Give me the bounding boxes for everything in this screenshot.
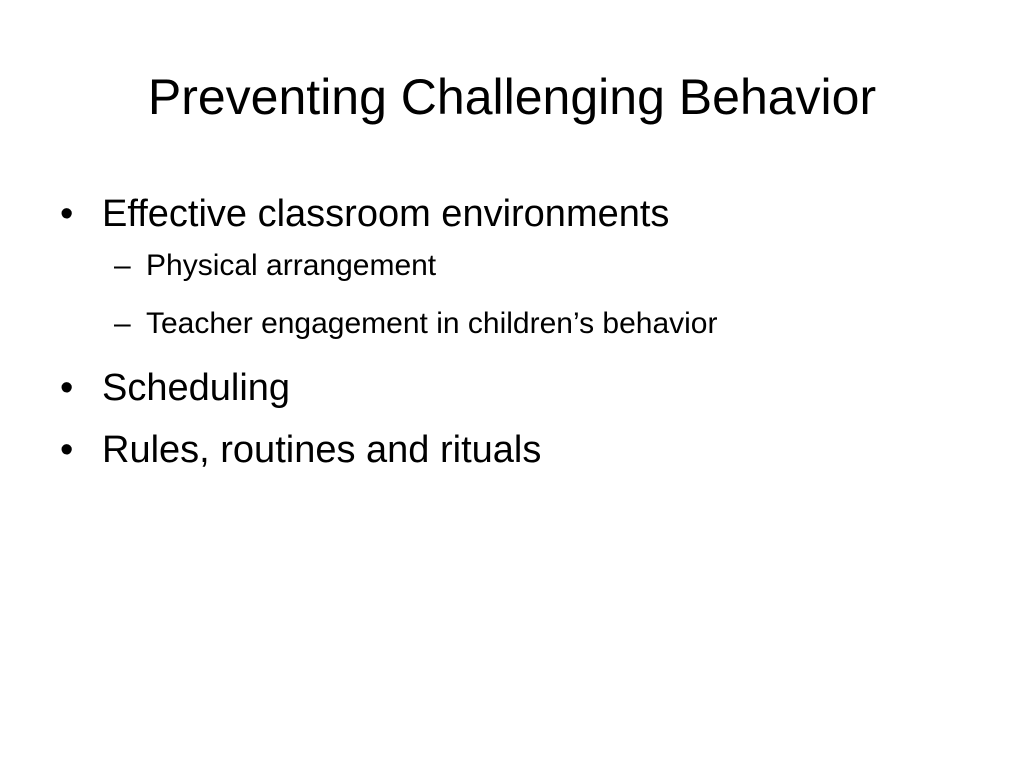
- sub-bullet-list: [58, 246, 998, 344]
- sub-bullet-text: Teacher engagement in children’s behavior: [146, 307, 718, 340]
- bullet-text: Rules, routines and rituals: [102, 429, 542, 471]
- sub-bullet-text: Physical arrangement: [146, 249, 437, 282]
- sub-bullet-item: [114, 246, 998, 286]
- bullet-row: [58, 362, 998, 414]
- sub-bullet-marker: –: [114, 249, 131, 282]
- bullet-list: [58, 188, 998, 486]
- bullet-row: [58, 188, 998, 240]
- bullet-item: [58, 362, 998, 414]
- bullet-text: Effective classroom environments: [102, 193, 670, 235]
- bullet-item: [58, 188, 998, 344]
- bullet-text: Scheduling: [102, 367, 291, 409]
- bullet-marker: •: [60, 367, 74, 409]
- sub-bullet-marker: –: [114, 307, 131, 340]
- bullet-row: [58, 424, 998, 476]
- bullet-marker: •: [60, 429, 74, 471]
- sub-bullet-item: [114, 304, 998, 344]
- slide-title: Preventing Challenging Behavior: [147, 69, 877, 125]
- bullet-marker: •: [60, 193, 74, 235]
- bullet-item: [58, 424, 998, 476]
